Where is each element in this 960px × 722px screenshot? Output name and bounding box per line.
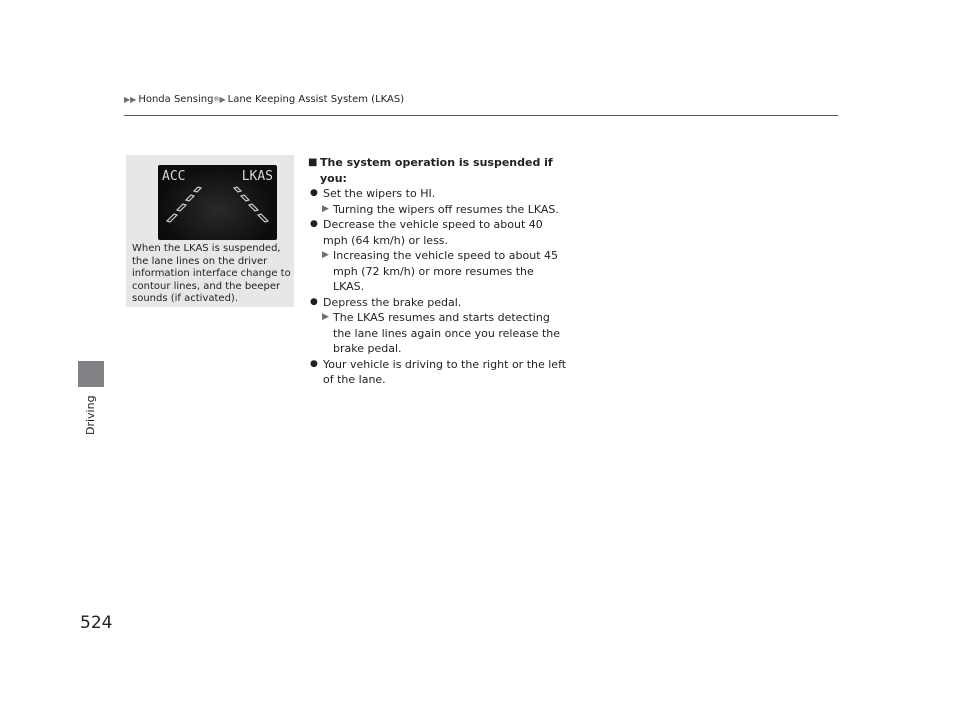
- display-lkas-label: LKAS: [241, 169, 273, 184]
- list-subitem-text: Increasing the vehicle speed to about 45 mph (72 km/h) or more resumes the LKAS.: [333, 249, 559, 293]
- list-item-text: Your vehicle is driving to the right or the left of the lane.: [323, 357, 567, 386]
- breadcrumb-item-lkas[interactable]: [219, 94, 404, 105]
- list-item-text: Set the wipers to HI.: [323, 187, 436, 200]
- list-subitem: [308, 310, 568, 357]
- page-number: 524: [80, 613, 113, 633]
- breadcrumb-text: Lane Keeping Assist System (LKAS): [227, 94, 405, 105]
- list-item: [308, 217, 568, 248]
- list-subitem-text: The LKAS resumes and starts detecting the lane lines again once you release the brake pedal.: [333, 311, 561, 355]
- arrow-icon: ▶: [219, 95, 226, 104]
- list-item-text: Depress the brake pedal.: [323, 295, 462, 309]
- section-tab-marker: [78, 361, 104, 387]
- header-rule: [124, 115, 838, 116]
- breadcrumb: [124, 94, 404, 105]
- section-tab-label: Driving: [84, 395, 97, 435]
- double-arrow-icon: ▶▶: [124, 95, 137, 104]
- square-bullet-icon: ■: [308, 157, 318, 168]
- bullet-dot-icon: ●: [310, 219, 318, 229]
- registered-mark: ®: [213, 96, 220, 103]
- arrow-icon: ▶: [322, 250, 329, 260]
- sidebar-note: [126, 155, 294, 307]
- list-subitem: [308, 202, 568, 218]
- sidebar-caption: When the LKAS is suspended, the lane lines on the driver information interface change to contour lines, and the beeper sounds (if activated).: [132, 243, 291, 304]
- bullet-dot-icon: ●: [310, 188, 318, 198]
- arrow-icon: ▶: [322, 312, 329, 322]
- section-heading-text: The system operation is suspended if you:: [320, 156, 553, 185]
- bullet-dot-icon: ●: [310, 358, 318, 369]
- list-item-text: Decrease the vehicle speed to about 40 mph (64 km/h) or less.: [323, 218, 543, 247]
- driver-display-image: [158, 165, 277, 240]
- breadcrumb-item-honda-sensing[interactable]: [124, 94, 219, 105]
- main-content: [308, 155, 568, 388]
- breadcrumb-text: Honda Sensing: [138, 94, 214, 105]
- list-subitem: [308, 248, 568, 295]
- list-item: [308, 295, 568, 311]
- list-item: [308, 186, 568, 202]
- bullet-dot-icon: ●: [310, 296, 318, 307]
- display-acc-label: ACC: [162, 169, 186, 184]
- list-subitem-text: Turning the wipers off resumes the LKAS.: [333, 202, 559, 216]
- arrow-icon: ▶: [322, 203, 329, 214]
- section-heading: [308, 155, 568, 186]
- list-item: [308, 357, 568, 388]
